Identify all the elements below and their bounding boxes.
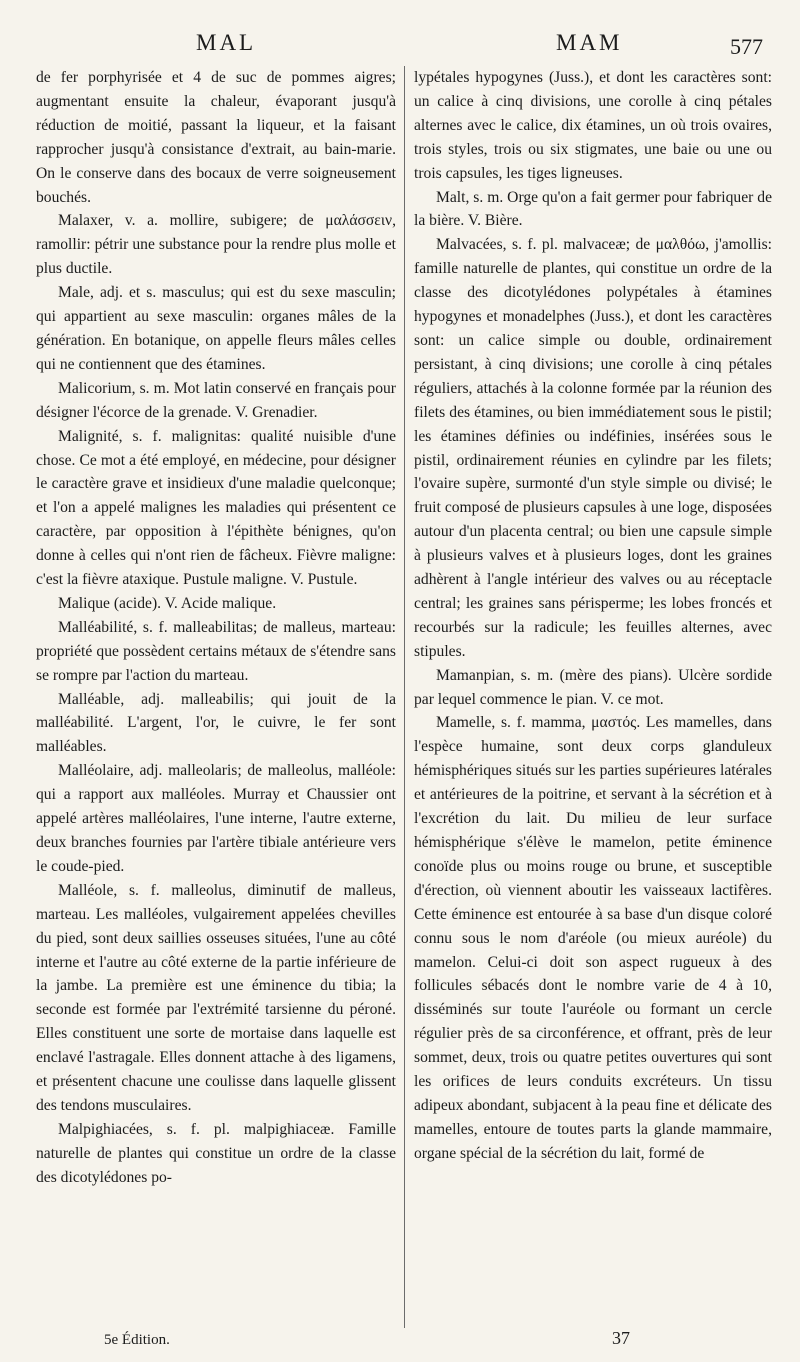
entry-malaxer: Malaxer, v. a. mollire, subigere; de μαλάσσειν, ramollir: pétrir une substance pour la rendre plus molle et plus ductile. <box>36 212 396 278</box>
entry-malleabilite: Malléabilité, s. f. malleabilitas; de malleus, marteau: propriété que possèdent certains métaux de s'étendre sans se rompre par l'action du marteau. <box>36 618 396 684</box>
entry-malvacees: Malvacées, s. f. pl. malvaceæ; de μαλθόω, j'amollis: famille naturelle de plantes, qui constitue un ordre de la classe des dicotylédones polypétales à étamines hypogynes et monadelphes (Juss.), et dont les caractères sont: un calice simple ou double, ordinairement persistant, à cinq divisions; une corolle à cinq pétales réguliers, attachés à la colonne formée par la réunion des filets des étamines, ou bien immédiatement sous le pistil; les étamines définies ou indéfinies, insérées sous le pistil, ordinairement réunies en cylindre par les filets; l'ovaire supère, surmonté d'un style simple ou divisé; le fruit composé de plusieurs capsules à une loge, disposées autour d'un placenta central; ou bien une capsule simple à plusieurs valves et à plusieurs loges, dont les graines adhèrent à l'angle intérieur des valves ou au réceptacle central; les graines sans périsperme; les lobes froncés et recourbés sur la radicule; les feuilles alternes, avec stipules. <box>414 236 772 660</box>
signature-mark: 37 <box>612 1328 630 1348</box>
edition-note: 5e Édition. <box>104 1332 170 1348</box>
entry-continuation-right: lypétales hypogynes (Juss.), et dont les caractères sont: un calice à cinq divisions, une corolle à cinq pétales alternes avec le calice, dix étamines, un où trois ovaires, trois styles, trois ou six stigmates, une baie ou une ou trois capsules, les tiges ligneuses. <box>414 69 772 182</box>
page-number: 577 <box>730 34 763 59</box>
left-column <box>36 66 396 1190</box>
right-column <box>414 66 772 1166</box>
entry-malt: Malt, s. m. Orge qu'on a fait germer pour fabriquer de la bière. V. Bière. <box>414 188 772 230</box>
entry-malicorium: Malicorium, s. m. Mot latin conservé en français pour désigner l'écorce de la grenade. V. Grenadier. <box>36 379 396 421</box>
entry-malleolaire: Malléolaire, adj. malleolaris; de malleolus, malléole: qui a rapport aux malléoles. Murray et Chaussier ont appelé artères malléolaires, l'une interne, l'autre externe, deux branches fournies par l'artère tibiale antérieure vers le coude-pied. <box>36 762 396 875</box>
entry-mamanpian: Mamanpian, s. m. (mère des pians). Ulcère sordide par lequel commence le pian. V. ce mot. <box>414 666 772 708</box>
entry-male: Male, adj. et s. masculus; qui est du sexe masculin; qui appartient au sexe masculin: organes mâles de la génération. En botanique, on appelle fleurs mâles celles qui ne contiennent que des étamines. <box>36 284 396 373</box>
running-head-right: MAM <box>556 30 623 55</box>
entry-malpighiacees: Malpighiacées, s. f. pl. malpighiaceæ. Famille naturelle de plantes qui constitue un ordre de la classe des dicotylédones po- <box>36 1120 396 1186</box>
entry-continuation: de fer porphyrisée et 4 de suc de pommes aigres; augmentant ensuite la chaleur, évaporant jusqu'à réduction de moitié, passant la liqueur, et la faisant rapprocher jusqu'à consistance d'extrait, au bain-marie. On le conserve dans des bocaux de verre soigneusement bouchés. <box>36 69 396 206</box>
entry-malique: Malique (acide). V. Acide malique. <box>58 594 277 612</box>
entry-mamelle: Mamelle, s. f. mamma, μαστός. Les mamelles, dans l'espèce humaine, sont deux corps glanduleux hémisphériques situés sur les parties supérieures latérales et antérieures de la poitrine, et servant à la sécrétion et à l'excrétion du lait. Du milieu de leur surface hémisphérique s'élève le mamelon, petite éminence conoïde plus ou moins rouge ou brune, et susceptible d'érection, où viennent aboutir les vaisseaux lactifères. Cette éminence est entourée à sa base d'un disque coloré connu sous le nom d'aréole (ou mieux auréole) du mamelon. Celui-ci doit son aspect rugueux à des follicules sébacés dont le nombre varie de 4 à 10, disséminés sur toute l'auréole ou formant un cercle régulier près de sa circonférence, et offrant, près de leur sommet, deux, trois ou quatre petites ouvertures qui sont les orifices de leurs conduits excréteurs. Un tissu adipeux abondant, subjacent à la peau fine et délicate des mamelles, entoure de toutes parts la glande mammaire, organe spécial de la sécrétion du lait, formé de <box>414 714 772 1162</box>
entry-malleable: Malléable, adj. malleabilis; qui jouit de la malléabilité. L'argent, l'or, le cuivre, le fer sont malléables. <box>36 690 396 756</box>
entry-malignite: Malignité, s. f. malignitas: qualité nuisible d'une chose. Ce mot a été employé, en médecine, pour désigner le caractère grave et insidieux d'une maladie quelconque; et l'on a appelé malignes les maladies qui présentent ce caractère, par opposition à l'épithète bénignes, qu'on donne à celles qui n'ont rien de fâcheux. Fièvre maligne: c'est la fièvre ataxique. Pustule maligne. V. Pustule. <box>36 427 396 589</box>
entry-malleole: Malléole, s. f. malleolus, diminutif de malleus, marteau. Les malléoles, vulgairement appelées chevilles du pied, sont deux saillies osseuses situées, l'une au côté interne et l'autre au côté externe de la partie inférieure de la jambe. La première est une éminence du tibia; la seconde est formée par l'extrémité tarsienne du péroné. Elles constituent une sorte de mortaise dans laquelle est enclavé l'astragale. Elles donnent attache à des ligamens, et présentent chacune une coulisse dans laquelle glissent des tendons musculaires. <box>36 881 396 1114</box>
column-rule <box>404 66 405 1328</box>
running-head-left: MAL <box>196 30 257 55</box>
